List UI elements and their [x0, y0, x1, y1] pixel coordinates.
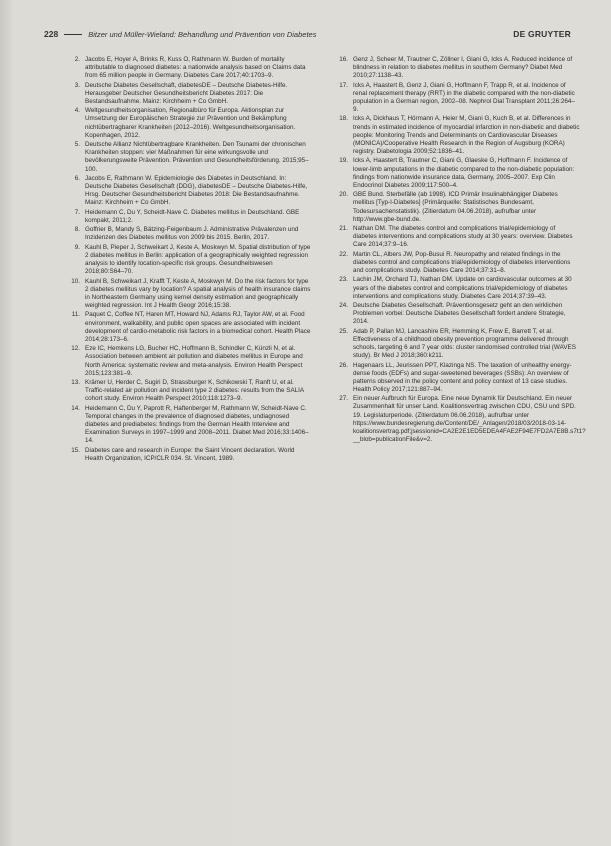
reference-text: Jacobs E, Hoyer A, Brinks R, Kuss O, Rathmann W. Burden of mortality attributable to diagnosed diabetes: a nationwide analysis based on Claims data from 65 million people in Germany. Diabetes Care 2017;40:1703–9. [85, 56, 306, 80]
reference-entry [334, 115, 580, 156]
reference-text: Eze IC, Hemkens LG, Bucher HC, Hoffmann B, Schindler C, Künzli N, et al. Association between ambient air pollution and diabetes mellitus in Europe and North America: systematic review and meta-analysis. Environ Health Perspect 2015;123:381–9. [85, 345, 303, 377]
reference-number: 4. [74, 107, 80, 115]
reference-entry [66, 447, 312, 463]
reference-entry [334, 328, 580, 361]
reference-text: Martin CL, Albers JW, Pop-Busui R. Neuropathy and related findings in the diabetes control and complications trial/epidemiology of diabetes interventions and complications study. Diabetes Care 2014;37:31–8. [353, 250, 571, 275]
page-header [44, 27, 571, 41]
reference-text: Diabetes care and research in Europe: the Saint Vincent declaration. World Health Organization, ICP/CLR 034. St. Vincent, 1989. [85, 446, 295, 462]
reference-entry [334, 225, 580, 249]
reference-number: 24. [339, 302, 348, 310]
reference-entry [66, 405, 312, 446]
reference-text: Icks A, Haastert B, Trautner C, Giani G, Glaeske G, Hoffmann F. Incidence of lower-limb amputations in the diabetic compared to the non-diabetic population: findings from nationwide insurance data, Germany, 2005–2007. Exp Clin Endocrinol Diabetes 2009;117:500–4. [353, 157, 575, 189]
reference-number: 15. [71, 446, 80, 454]
reference-entry [66, 278, 312, 311]
reference-number: 16. [339, 56, 348, 63]
header-rule [64, 34, 82, 35]
reference-entry [334, 276, 580, 300]
reference-text: Icks A, Dickhaus T, Hörmann A, Heier M, Giani G, Kuch B, et al. Differences in trends in estimated incidence of myocardial infarction in non-diabetic and diabetic people: Monitoring Trends and Determinants on Cardiovascular Diseases (MONICA)/Cooperative Health Research in the Region of Augsburg (KORA) registry. Diabetologia 2009;52:1836–41. [353, 115, 580, 156]
reference-text: Icks A, Haastert B, Genz J, Giani G, Hoffmann F, Trapp R, et al. Incidence of renal replacement therapy (RRT) in the diabetic compared with the non-diabetic population in a German region, 2002–08. Nephrol Dial Transplant 2011;26:264–9. [353, 81, 575, 114]
reference-column-left [66, 56, 312, 464]
reference-entry [66, 175, 312, 208]
reference-number: 3. [74, 81, 80, 89]
reference-entry [66, 311, 312, 344]
reference-number: 20. [339, 191, 348, 199]
reference-number: 17. [339, 81, 348, 89]
reference-number: 23. [339, 276, 348, 284]
reference-text: Kauhl B, Pieper J, Schweikart J, Keste A, Moskwyn M. Spatial distribution of type 2 diabetes mellitus in Berlin: application of a geographically weighted regression analysis to identify location-specific risk groups. Gesundheitswesen 2018;80:S64–70. [85, 243, 311, 276]
reference-text: GBE Bund. Sterbefälle (ab 1998). ICD Primär Insulinabhängiger Diabetes mellitus [Typ-I-Diabetes] (Primärquelle: Statistisches Bundesamt, Todesursachenstatistik). (Zitierdatum 04.06.2018), aufrufbar unter http://www.gbe-bund.de. [353, 191, 558, 223]
publisher-name: DE GRUYTER [513, 29, 571, 39]
reference-entry [334, 191, 580, 224]
reference-text: Ein neuer Aufbruch für Europa. Eine neue Dynamik für Deutschland. Ein neuer Zusammenhalt für unser Land. Koalitionsvertrag zwischen CDU, CSU und SPD. 19. Legislaturperiode. (Zitierdatum 06.06.2018), aufrufbar unter https://www.bundesregierung.de/Content/DE/_Anlagen/2018/03/2018-03-14-koalitionsvertrag.pdf;jsessionid=CA2E2E1ED5EDEA4FAE2F94E7FD2A7E8B.s7t1?__blob=publicationFile&v=2. [353, 395, 586, 444]
reference-text: Heidemann C, Du Y, Scheidt-Nave C. Diabetes mellitus in Deutschland. GBE kompakt, 2011;2. [85, 208, 300, 224]
page-number: 228 [44, 29, 59, 39]
reference-text: Deutsche Diabetes Gesellschaft. Präventionsgesetz geht an den wirklichen Problemen vorbei: Deutsche Diabetes Gesellschaft fordert andere Strategie, 2014. [353, 302, 566, 326]
reference-entry [66, 82, 312, 106]
reference-entry [334, 56, 580, 80]
reference-entry [334, 251, 580, 275]
reference-number: 27. [339, 395, 348, 403]
reference-text: Jacobs E, Rathmann W. Epidemiologie des Diabetes in Deutschland. In: Deutsche Diabetes Gesellschaft (DDG), diabetesDE – Deutsche Diabetes-Hilfe, Hrsg. Deutscher Gesundheitsbericht Diabetes 2018: Die Bestandsaufnahme. Mainz: Kirchheim + Co GmbH. [85, 174, 308, 207]
running-title: Bitzer und Müller-Wieland: Behandlung und Prävention von Diabetes [88, 29, 317, 39]
reference-number: 6. [74, 174, 80, 182]
reference-entry [334, 395, 586, 444]
reference-entry [334, 157, 580, 190]
reference-number: 5. [74, 141, 80, 149]
reference-text: Weltgesundheitsorganisation, Regionalbüro für Europa. Aktionsplan zur Umsetzung der Europäischen Strategie zur Prävention und Bekämpfung nichtübertragbarer Krankheiten (2012–2016). Weltgesundheitsorganisation. Kopenhagen, 2012. [85, 107, 296, 139]
reference-number: 10. [71, 277, 80, 285]
reference-entry [66, 345, 312, 378]
reference-entry [66, 379, 312, 403]
reference-number: 21. [339, 225, 348, 233]
reference-text: Adab P, Pallan MJ, Lancashire ER, Hemming K, Frew E, Barrett T, et al. Effectiveness of a childhood obesity prevention programme delivered through schools, targeting 6 and 7 year olds: cluster randomised controlled trial (WAVES study). Br Med J 2018;360:k211. [353, 327, 576, 360]
reference-text: Krämer U, Herder C, Sugiri D, Strassburger K, Schikowski T, Ranft U, et al. Traffic-related air pollution and incident type 2 diabetes: results from the SALIA cohort study. Environ Health Perspect 2010;118:1273–9. [85, 379, 304, 403]
reference-number: 19. [339, 157, 348, 165]
reference-entry [334, 82, 580, 115]
reference-entry [66, 244, 312, 277]
reference-number: 2. [74, 56, 80, 63]
reference-entry [66, 107, 312, 140]
reference-text: Lachin JM, Orchard TJ, Nathan DM. Update on cardiovascular outcomes at 30 years of the diabetes control and complications trial/epidemiology of diabetes interventions and complications study. Diabetes Care 2014;37:39–43. [353, 276, 572, 300]
reference-text: Nathan DM. The diabetes control and complications trial/epidemiology of diabetes interventions and complications study at 30 years: overview. Diabetes Care 2014;37:9–16. [353, 225, 573, 249]
reference-number: 22. [339, 250, 348, 258]
reference-entry [334, 302, 580, 326]
reference-text: Hagenaars LL, Jeurissen PPT, Klazinga NS. The taxation of unhealthy energy-dense foods (EDFs) and sugar-sweetened beverages (SSBs): An overview of patterns observed in the policy content and policy context of 13 case studies. Health Policy 2017;121:887–94. [353, 361, 572, 393]
reference-text: Kauhl B, Schweikart J, Krafft T, Keste A, Moskwyn M. Do the risk factors for type 2 diabetes mellitus vary by location? A spatial analysis of health insurance claims in Northeastern Germany using kernel density estimation and geographically weighted regression. Int J Health Geogr 2016;15:38. [85, 277, 311, 310]
reference-number: 18. [339, 115, 348, 123]
reference-text: Genz J, Scheer M, Trautner C, Zöllner I, Giani G, Icks A. Reduced incidence of blindness in relation to diabetes mellitus in southern Germany? Diabet Med 2010;27:1138–43. [353, 56, 573, 80]
reference-entry [66, 209, 312, 225]
reference-text: Deutsche Allianz Nichtübertragbare Krankheiten. Den Tsunami der chronischen Krankheiten stoppen: vier Maßnahmen für eine wirkungsvolle und bevölkerungsweite Prävention. Prävention und Gesundheitsförderung. 2015;95–100. [85, 141, 309, 173]
reference-number: 11. [71, 311, 80, 319]
reference-column-right [334, 56, 586, 464]
reference-text: Deutsche Diabetes Gesellschaft, diabetesDE – Deutsche Diabetes-Hilfe. Herausgeber Deutscher Gesundheitsbericht Diabetes 2017: Die Bestandsaufnahme. Mainz: Kirchheim + Co GmbH. [85, 81, 288, 105]
reference-entry [66, 56, 312, 80]
reference-number: 8. [74, 226, 80, 234]
reference-number: 25. [339, 327, 348, 335]
reference-text: Heidemann C, Du Y, Paprott R, Haftenberger M, Rathmann W, Scheidt-Nave C. Temporal changes in the prevalence of diagnosed diabetes, undiagnosed diabetes and prediabetes: findings from the German Health Interview and Examination Surveys in 1997–1999 and 2008–2011. Diabet Med 2016;33:1406–14. [85, 404, 309, 445]
reference-columns [66, 56, 586, 464]
reference-number: 9. [74, 243, 80, 251]
reference-number: 12. [71, 345, 80, 353]
reference-number: 14. [71, 404, 80, 412]
reference-entry [66, 141, 312, 174]
reference-text: Paquet C, Coffee NT, Haren MT, Howard NJ, Adams RJ, Taylor AW, et al. Food environment, walkability, and public open spaces are associated with incident development of cardio-metabolic risk factors in a biomedical cohort. Health Place 2014;28:173–6. [85, 311, 311, 343]
reference-text: Goffrier B, Mandy S, Bätzing-Feigenbaum J. Administrative Prävalenzen und Inzidenzen des Diabetes mellitus von 2009 bis 2015. Berlin, 2017. [85, 226, 299, 242]
reference-number: 13. [71, 379, 80, 386]
reference-number: 26. [339, 361, 348, 369]
reference-entry [66, 226, 312, 242]
reference-number: 7. [74, 208, 80, 216]
reference-entry [334, 362, 580, 395]
